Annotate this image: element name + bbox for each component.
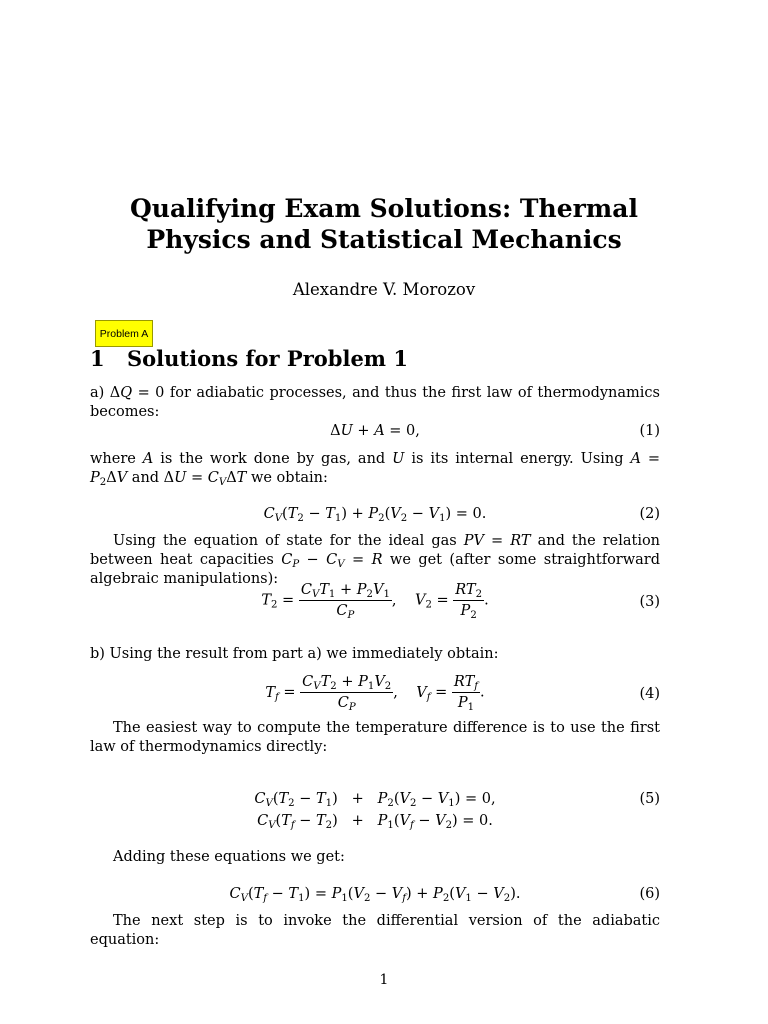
equation-6: $C_V(T_f - T_1) = P_1(V_2 - V_f) + P_2(V_1 - V_2)$. (229, 886, 521, 904)
paper-title (0, 193, 768, 255)
section-title: Solutions for Problem 1 (127, 346, 408, 371)
paragraph-part-a: a) ΔQ = 0 for adiabatic processes, and thus the first law of thermodynamics becomes: (90, 385, 660, 420)
paragraph-adding: Adding these equations we get: (113, 849, 345, 865)
paragraph-work: where A is the work done by gas, and U is its internal energy. Using $A = P_2\Delta V$ and $\Delta U = C_V\Delta T$ we obtain: (90, 451, 661, 488)
equation-5b: $C_V(T_f - T_2) + P_1(V_f - V_2) = 0$. (257, 813, 493, 831)
page-number: 1 (379, 972, 389, 988)
paragraph-next-step: The next step is to invoke the differential version of the adiabatic equation: (90, 913, 660, 948)
author-name: Alexandre V. Morozov (292, 280, 476, 299)
section-heading (90, 346, 408, 371)
equation-6-number: (6) (639, 886, 660, 902)
title-line-1: Qualifying Exam Solutions: Thermal (130, 194, 638, 223)
equation-5a: $C_V(T_2 - T_1) + P_2(V_2 - V_1) = 0$, (254, 791, 496, 809)
paragraph-state-equation: Using the equation of state for the ideal gas PV = RT and the relation between heat capacities $C_P - C_V = R$ we get (after some straightforward algebraic manipulations): (90, 533, 661, 587)
equation-3-number: (3) (639, 594, 660, 610)
paragraph-part-b: b) Using the result from part a) we immediately obtain: (90, 646, 499, 662)
part-a-label: a) (90, 385, 105, 401)
equation-2: $C_V(T_2 - T_1) + P_2(V_2 - V_1) = 0$. (263, 506, 487, 524)
paragraph-easiest-way: The easiest way to compute the temperature difference is to use the first law of thermodynamics directly: (90, 720, 660, 755)
equation-4: $T_f$ = $\frac{C_VT_2 + P_1V_2}{C_P}$ , $V_f$ = $\frac{RT_f}{P_1}$ . (265, 674, 485, 713)
equation-5-number: (5) (639, 791, 660, 807)
equation-4-number: (4) (639, 686, 660, 702)
equation-3: $T_2$ = $\frac{C_VT_1 + P_2V_1}{C_P}$ , $V_2$ = $\frac{RT_2}{P_2}$ . (261, 582, 489, 621)
part-a-text: for adiabatic processes, and thus the first law of thermodynamics becomes: (90, 385, 660, 420)
section-number: 1 (90, 346, 105, 371)
equation-2-number: (2) (639, 506, 660, 522)
equation-1-number: (1) (639, 423, 660, 439)
equation-1: ΔU + A = 0, (330, 423, 420, 439)
title-line-2: Physics and Statistical Mechanics (146, 225, 622, 254)
problem-annotation-note[interactable]: Problem A (95, 320, 153, 347)
